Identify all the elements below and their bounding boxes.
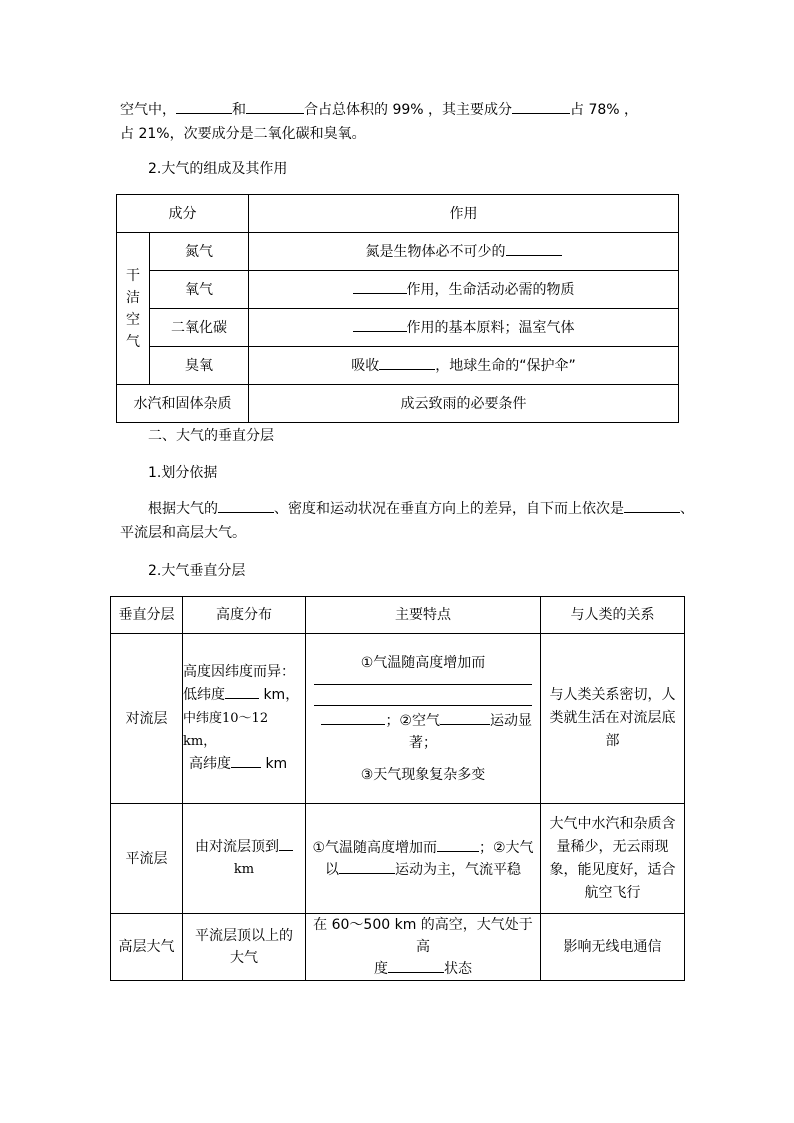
answer-blank[interactable] <box>388 958 444 973</box>
layer-name: 对流层 <box>111 634 183 804</box>
answer-blank[interactable] <box>624 498 680 513</box>
feature-text: 以 <box>325 861 339 878</box>
height-text: km， <box>259 687 300 703</box>
answer-blank[interactable] <box>321 710 385 725</box>
subsection-heading: 1.划分依据 <box>148 465 218 481</box>
paragraph-text: 根据大气的 <box>148 501 218 517</box>
relation: 影响无线电通信 <box>541 914 685 981</box>
component-name: 水汽和固体杂质 <box>117 385 249 423</box>
group-char: 空 <box>126 311 140 328</box>
feature-text: 度 <box>374 961 388 977</box>
composition-table <box>116 194 679 423</box>
height-text: 中纬度10～12 km， <box>183 711 269 749</box>
function-text: 作用，生命活动必需的物质 <box>406 281 575 298</box>
features <box>306 914 541 981</box>
group-char: 洁 <box>126 289 140 306</box>
layer-name: 高层大气 <box>111 914 183 981</box>
header-features: 主要特点 <box>306 597 541 634</box>
component-function <box>249 347 679 385</box>
feature-text: ；②大气 <box>479 839 534 856</box>
intro-text: 空气中， <box>120 102 176 118</box>
component-name: 二氧化碳 <box>150 309 249 347</box>
paragraph-text: 、 <box>680 501 694 517</box>
height-text: 低纬度 <box>183 687 225 703</box>
answer-line[interactable] <box>314 705 532 706</box>
feature-text: ①气温随高度增加而 <box>360 654 486 671</box>
height-text: 由对流层顶到 <box>195 839 279 855</box>
subsection-heading: 2.大气垂直分层 <box>148 563 246 579</box>
feature-text: 运动显 <box>490 712 532 729</box>
answer-blank[interactable] <box>506 241 562 256</box>
answer-blank[interactable] <box>225 684 259 699</box>
component-function: 成云致雨的必要条件 <box>249 385 679 423</box>
paragraph-line-2: 平流层和高层大气。 <box>120 525 246 541</box>
intro-text: 和 <box>232 102 246 118</box>
function-text: 作用的基本原料；温室气体 <box>406 319 575 336</box>
function-text: 氮是生物体必不可少的 <box>365 243 506 260</box>
answer-blank[interactable] <box>176 99 232 114</box>
answer-blank[interactable] <box>440 710 490 725</box>
feature-text: ①气温随高度增加而 <box>312 839 437 856</box>
feature-text: 著； <box>409 734 437 751</box>
relation: 大气中水汽和杂质含量稀少，无云雨现象，能见度好，适合航空飞行 <box>541 804 685 914</box>
feature-text: ；②空气 <box>385 712 440 729</box>
height-distribution <box>183 634 306 804</box>
component-name: 臭氧 <box>150 347 249 385</box>
header-layer: 垂直分层 <box>111 597 183 634</box>
features <box>306 804 541 914</box>
height-text: 高纬度 <box>189 756 231 772</box>
feature-text: 运动为主，气流平稳 <box>395 861 521 878</box>
section-heading: 二、大气的垂直分层 <box>148 428 274 444</box>
component-function <box>249 271 679 309</box>
height-text: km <box>233 862 255 877</box>
intro-line-1 <box>120 99 638 120</box>
header-relation: 与人类的关系 <box>541 597 685 634</box>
height-text: km <box>261 756 288 772</box>
features <box>306 634 541 804</box>
function-text: ，地球生命的“保护伞” <box>435 357 576 374</box>
intro-text: 占 78% ， <box>570 102 639 118</box>
group-char: 气 <box>126 333 140 350</box>
feature-text: ③天气现象复杂多变 <box>360 766 486 783</box>
answer-blank[interactable] <box>353 317 407 332</box>
intro-text: 合占总体积的 99% ，其主要成分 <box>304 102 513 118</box>
height-text: 高度因纬度而异： <box>183 664 295 680</box>
paragraph-line-1 <box>148 498 694 519</box>
height-distribution: 平流层顶以上的大气 <box>183 914 306 981</box>
section-heading: 2.大气的组成及其作用 <box>148 161 288 177</box>
feature-text: 状态 <box>444 961 472 977</box>
vertical-layers-table <box>110 596 685 981</box>
header-function: 作用 <box>249 195 679 233</box>
answer-blank[interactable] <box>339 859 395 874</box>
header-component: 成分 <box>117 195 249 233</box>
answer-blank[interactable] <box>218 498 274 513</box>
header-height: 高度分布 <box>183 597 306 634</box>
component-name: 氧气 <box>150 271 249 309</box>
answer-blank[interactable] <box>512 99 570 114</box>
group-label-dry-air <box>117 233 150 385</box>
intro-line-2: 占 21%，次要成分是二氧化碳和臭氧。 <box>120 126 366 142</box>
answer-line[interactable] <box>314 684 532 685</box>
relation: 与人类关系密切，人类就生活在对流层底部 <box>541 634 685 804</box>
component-function <box>249 233 679 271</box>
answer-blank[interactable] <box>231 753 261 768</box>
answer-blank[interactable] <box>353 279 407 294</box>
answer-blank[interactable] <box>437 837 479 852</box>
answer-blank[interactable] <box>246 99 304 114</box>
answer-blank[interactable] <box>279 836 293 851</box>
component-name: 氮气 <box>150 233 249 271</box>
answer-blank[interactable] <box>379 355 435 370</box>
feature-text: 在 60～500 km 的高空，大气处于高 <box>313 917 533 955</box>
layer-name: 平流层 <box>111 804 183 914</box>
group-char: 干 <box>126 267 140 284</box>
function-text: 吸收 <box>351 357 380 374</box>
paragraph-text: 、密度和运动状况在垂直方向上的差异，自下而上依次是 <box>274 501 624 517</box>
component-function <box>249 309 679 347</box>
height-distribution <box>183 804 306 914</box>
